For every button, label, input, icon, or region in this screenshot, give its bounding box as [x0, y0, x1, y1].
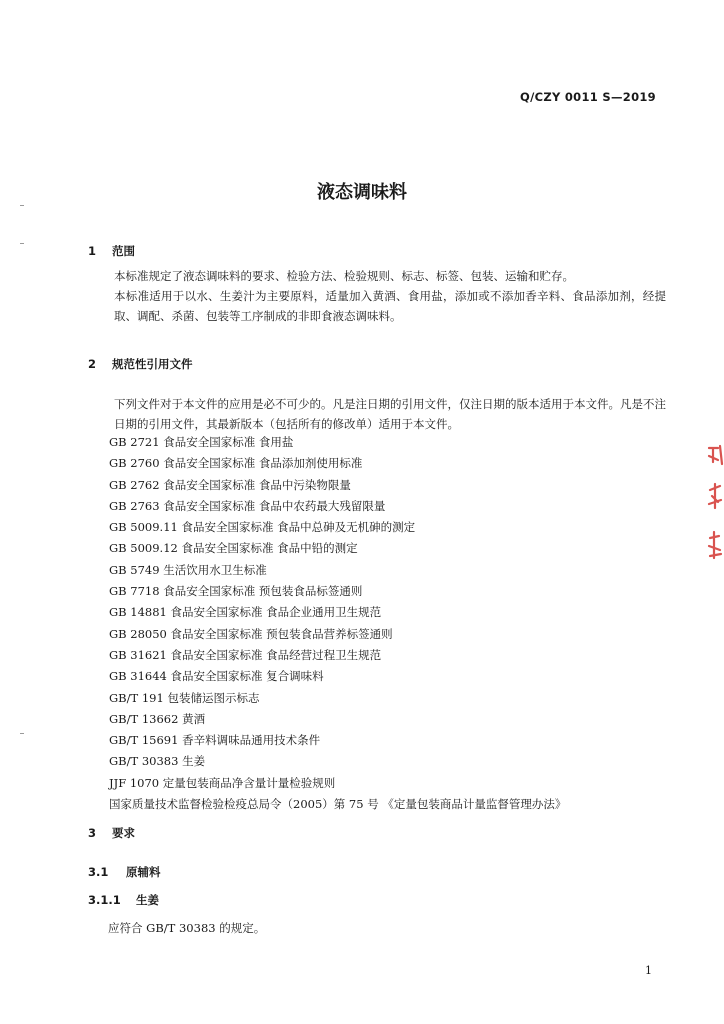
section-heading-3-1-1 — [88, 892, 159, 908]
scope-paragraph-1 — [88, 266, 666, 286]
document-title: 液态调味料 — [317, 182, 407, 203]
reference-item: GB 5009.11 食品安全国家标准 食品中总砷及无机砷的测定 — [109, 520, 416, 535]
reference-item: GB 5009.12 食品安全国家标准 食品中铅的测定 — [109, 541, 358, 556]
scope-paragraph-2 — [88, 286, 666, 326]
reference-item: GB 2762 食品安全国家标准 食品中污染物限量 — [109, 477, 351, 492]
reference-item: GB/T 191 包装储运图示标志 — [109, 690, 260, 705]
paragraph-text: 本标准规定了液态调味料的要求、检验方法、检验规则、标志、标签、包装、运输和贮存。 — [114, 269, 574, 283]
document-code: Q/CZY 0011 S—2019 — [520, 90, 656, 104]
section-heading-2 — [88, 356, 193, 372]
section-heading-1 — [88, 243, 135, 259]
paragraph-text: 下列文件对于本文件的应用是必不可少的。凡是注日期的引用文件，仅注日期的版本适用于本文件。凡是不注日期的引用文件，其最新版本（包括所有的修改单）适用于本文件。 — [114, 397, 666, 431]
section-heading-3 — [88, 825, 135, 841]
section-title: 要求 — [112, 826, 136, 840]
scan-mark — [20, 205, 24, 206]
paragraph-text: 本标准适用于以水、生姜汁为主要原料，适量加入黄酒、食用盐，添加或不添加香辛料、食品添加剂，经提取、调配、杀菌、包装等工序制成的非即食液态调味料。 — [114, 289, 666, 323]
section-title: 原辅料 — [126, 865, 161, 879]
reference-item: GB/T 15691 香辛料调味品通用技术条件 — [109, 733, 321, 748]
section-title: 范围 — [112, 244, 136, 258]
section-title: 生姜 — [136, 893, 160, 907]
reference-item: GB 31621 食品安全国家标准 食品经营过程卫生规范 — [109, 647, 382, 662]
reference-list — [109, 432, 566, 815]
section-number: 1 — [88, 244, 97, 258]
paragraph-text: 应符合 GB/T 30383 的规定。 — [108, 921, 266, 935]
reference-item: GB 7718 食品安全国家标准 预包装食品标签通则 — [109, 584, 363, 599]
scan-mark — [20, 733, 24, 734]
references-intro — [88, 394, 666, 434]
reference-item: GB 14881 食品安全国家标准 食品企业通用卫生规范 — [109, 605, 382, 620]
reference-item: GB 31644 食品安全国家标准 复合调味料 — [109, 669, 324, 684]
section-number: 3.1 — [88, 865, 109, 879]
scan-mark — [20, 243, 24, 244]
reference-item: GB/T 30383 生姜 — [109, 754, 206, 769]
reference-item: GB 5749 生活饮用水卫生标准 — [109, 562, 267, 577]
reference-item: 国家质量技术监督检验检疫总局令（2005）第 75 号 《定量包装商品计量监督管理办法》 — [109, 797, 567, 812]
reference-item: GB 2721 食品安全国家标准 食用盐 — [109, 435, 294, 449]
section-title: 规范性引用文件 — [112, 357, 193, 371]
reference-item: GB 28050 食品安全国家标准 预包装食品营养标签通则 — [109, 626, 393, 641]
ginger-requirement — [88, 918, 666, 938]
reference-item: JJF 1070 定量包装商品净含量计量检验规则 — [109, 775, 336, 790]
page-number: 1 — [645, 964, 652, 977]
section-number: 3.1.1 — [88, 893, 121, 907]
section-heading-3-1 — [88, 864, 161, 880]
section-number: 3 — [88, 826, 97, 840]
reference-item: GB 2760 食品安全国家标准 食品添加剂使用标准 — [109, 456, 363, 471]
reference-item: GB/T 13662 黄酒 — [109, 711, 206, 726]
section-number: 2 — [88, 357, 97, 371]
reference-item: GB 2763 食品安全国家标准 食品中农药最大残留限量 — [109, 498, 386, 513]
red-seal-stamp — [706, 440, 724, 570]
